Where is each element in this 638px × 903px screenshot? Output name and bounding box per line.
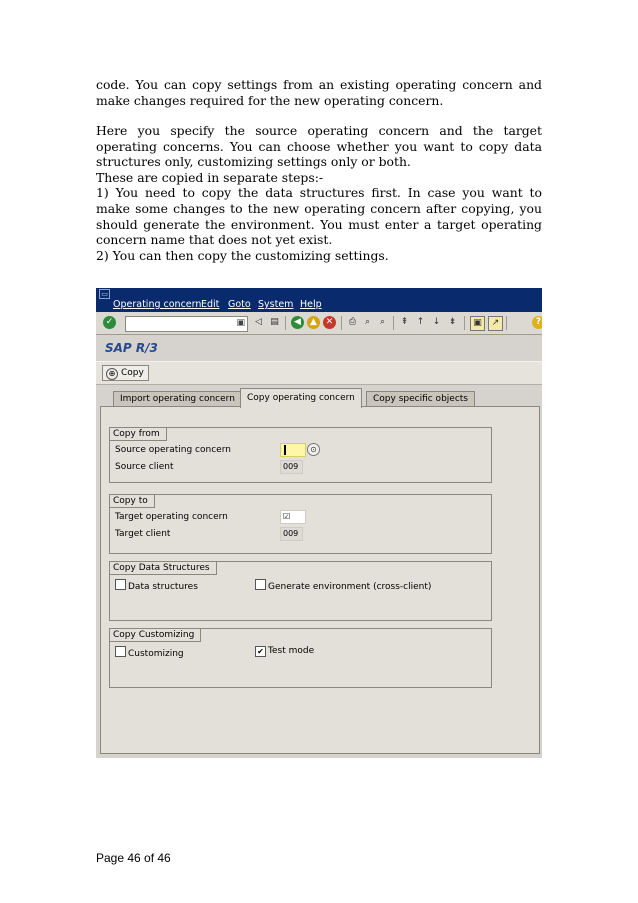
enter-icon[interactable]: ✓ <box>103 316 116 329</box>
test-mode-label: Test mode <box>268 646 315 656</box>
toolbar-separator <box>393 316 394 330</box>
group-title: Copy from <box>110 428 167 441</box>
text-line: 1) You need to copy the data structures first. In case you want to <box>96 185 542 201</box>
group-title: Copy Data Structures <box>110 562 217 575</box>
text-line: code. You can copy settings from an existing operating concern and <box>96 77 542 92</box>
text-line: make some changes to the new operating concern after copying, you <box>96 200 542 216</box>
group-title: Copy to <box>110 495 155 508</box>
menu-bar <box>96 288 542 312</box>
menu-goto[interactable]: Goto <box>228 299 251 310</box>
source-client-field: 009 <box>280 460 303 474</box>
help-icon[interactable]: ? <box>532 316 542 329</box>
copy-button-label: Copy <box>121 368 144 378</box>
toolbar-separator <box>285 316 286 330</box>
exit-icon[interactable]: ▲ <box>307 316 320 329</box>
previous-page-icon[interactable]: ↑ <box>416 317 425 327</box>
group-copy-from <box>109 427 492 483</box>
group-copy-customizing <box>109 628 492 688</box>
group-copy-data-structures <box>109 561 492 621</box>
explanation-paragraph <box>96 123 542 263</box>
standard-toolbar <box>96 312 542 335</box>
group-copy-to <box>109 494 492 554</box>
title-bar <box>96 335 542 361</box>
copy-button[interactable] <box>102 365 149 381</box>
customizing-option[interactable] <box>115 646 184 659</box>
data-structures-checkbox[interactable] <box>115 579 126 590</box>
menu-operating-concern[interactable]: Operating concern <box>113 299 202 310</box>
toolbar-separator <box>464 316 465 330</box>
shortcut-icon[interactable]: ↗ <box>488 316 503 331</box>
customizing-checkbox[interactable] <box>115 646 126 657</box>
group-title: Copy Customizing <box>110 629 201 642</box>
text-line: should generate the environment. You must enter a target operating <box>96 216 542 232</box>
toolbar-separator <box>506 316 507 330</box>
sap-screenshot <box>96 288 542 758</box>
data-structures-option[interactable] <box>115 579 198 592</box>
cancel-icon[interactable]: ✕ <box>323 316 336 329</box>
target-operating-concern-input[interactable] <box>280 510 306 524</box>
toolbar-separator <box>341 316 342 330</box>
tab-copy-specific-objects[interactable]: Copy specific objects <box>366 391 475 407</box>
application-toolbar <box>96 361 542 385</box>
tab-import-operating-concern[interactable]: Import operating concern <box>113 391 242 407</box>
intro-paragraph <box>96 77 542 108</box>
command-field[interactable] <box>125 316 248 332</box>
save-icon[interactable]: ▤ <box>270 317 279 327</box>
tab-panel <box>100 406 540 754</box>
last-page-icon[interactable]: ⇟ <box>448 317 457 327</box>
tab-strip <box>96 388 542 408</box>
target-operating-concern-label: Target operating concern <box>115 512 228 522</box>
new-session-icon[interactable]: ▣ <box>470 316 485 331</box>
test-mode-checkbox[interactable]: ✔ <box>255 646 266 657</box>
generate-environment-label: Generate environment (cross-client) <box>268 582 432 592</box>
text-line: structures only, customizing settings only or both. <box>96 154 411 170</box>
tab-copy-operating-concern[interactable]: Copy operating concern <box>240 388 362 408</box>
source-operating-concern-input[interactable] <box>280 443 306 457</box>
text-line: 2) You can then copy the customizing settings. <box>96 247 389 263</box>
text-line: Here you specify the source operating concern and the target <box>96 123 542 138</box>
menu-system[interactable]: System <box>258 299 294 310</box>
target-client-label: Target client <box>115 529 171 539</box>
source-operating-concern-label: Source operating concern <box>115 445 231 455</box>
first-page-icon[interactable]: ⇞ <box>400 317 409 327</box>
text-line: These are copied in separate steps:- <box>96 169 324 185</box>
find-icon[interactable]: ⌕ <box>364 317 371 327</box>
menu-help[interactable]: Help <box>300 299 322 310</box>
next-page-icon[interactable]: ↓ <box>432 317 441 327</box>
system-menu-icon[interactable]: ▭ <box>99 289 110 299</box>
find-next-icon[interactable]: ⌕ <box>379 317 386 327</box>
text-cursor <box>284 445 286 455</box>
menu-edit[interactable]: Edit <box>201 299 220 310</box>
generate-environment-checkbox[interactable] <box>255 579 266 590</box>
target-client-field: 009 <box>280 527 303 541</box>
command-history-icon[interactable]: ▣ <box>236 318 245 328</box>
execute-icon: ⊕ <box>106 368 118 380</box>
text-line: make changes required for the new operating concern. <box>96 92 444 108</box>
text-line: concern name that does not yet exist. <box>96 232 333 248</box>
required-entry-icon: ☑ <box>283 512 291 521</box>
screen-title: SAP R/3 <box>105 341 158 355</box>
value-help-icon[interactable]: ⊙ <box>307 443 320 456</box>
test-mode-option[interactable] <box>255 646 314 657</box>
print-icon[interactable]: ⎙ <box>348 317 357 327</box>
source-client-label: Source client <box>115 462 174 472</box>
text-line: operating concerns. You can choose whether you want to copy data <box>96 138 542 154</box>
page-footer: Page 46 of 46 <box>96 851 171 865</box>
data-structures-label: Data structures <box>128 582 198 592</box>
customizing-label: Customizing <box>128 649 184 659</box>
back-arrow-icon[interactable]: ◁ <box>255 317 262 327</box>
generate-environment-option[interactable] <box>255 579 431 592</box>
back-icon[interactable]: ◀ <box>291 316 304 329</box>
